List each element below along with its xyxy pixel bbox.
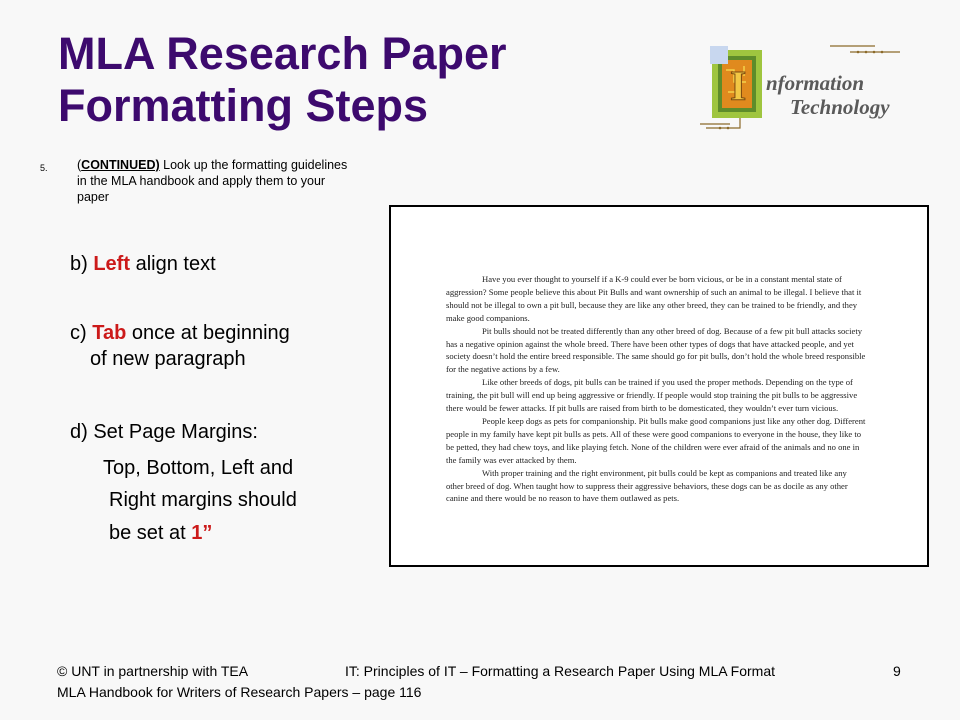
sample-paper-image <box>389 205 929 567</box>
footer-reference: MLA Handbook for Writers of Research Papers – page 116 <box>57 684 422 700</box>
item-b-highlight: Left <box>93 253 131 275</box>
item-b-prefix: b) <box>70 253 94 275</box>
slide-number: 9 <box>893 663 901 679</box>
sample-paragraph: Like other breeds of dogs, pit bulls can be trained if you used the proper methods. Depending on the type of training, the pit bull will end up being aggressive or friendly. If people would stop training the pit bulls to be aggressive there would be fewer attacks. If pit bulls are raised from birth to be domesticated, they wouldn’t ever turn vicious. <box>446 377 858 414</box>
item-c-rest: once at beginning <box>126 322 290 344</box>
logo-text-information: nformation <box>766 71 865 95</box>
item-d-line-4-prefix: be set at <box>109 522 192 544</box>
step-description: Look up the formatting guidelines in the MLA handbook and apply them to your paper <box>77 158 348 204</box>
logo-text-technology: Technology <box>790 95 890 119</box>
item-page-margins <box>70 419 258 445</box>
item-d-line-3: Right margins should <box>109 489 297 511</box>
step-number: 5. <box>40 163 48 173</box>
item-d-line-1: d) Set Page Margins: <box>70 421 258 443</box>
item-b-rest: align text <box>130 253 216 275</box>
item-c-prefix: c) <box>70 322 93 344</box>
footer-course-title: IT: Principles of IT – Formatting a Research Paper Using MLA Format <box>345 663 776 679</box>
step-open-paren: ( <box>77 158 82 172</box>
slide-title-line-1: MLA Research Paper <box>58 28 507 79</box>
slide-title-line-2: Formatting Steps <box>58 80 429 131</box>
sample-paragraph: People keep dogs as pets for companionship. Pit bulls make good companions just like any other dog. Different people in my family have kept pit bulls as pets. All of these were good companions to everyone in the house, they like to be petted, they had chew toys, and like playing fetch. None of the children were ever afraid of the animals and no one in the family was ever attacked by them. <box>446 415 866 465</box>
information-technology-logo <box>700 40 906 132</box>
item-tab-paragraph <box>70 320 290 372</box>
step-instruction <box>40 157 360 205</box>
sample-paragraph: With proper training and the right environment, pit bulls could be kept as companions and treated like any other breed of dog. When taught how to suppress their aggressive behaviors, these dogs can be as docile as any other canine and there would be no reason to have them outlawed as pets. <box>446 467 848 504</box>
item-left-align <box>70 251 216 277</box>
item-c-line-2: of new paragraph <box>90 348 246 370</box>
item-d-line-4 <box>109 520 212 546</box>
item-c-highlight: Tab <box>92 322 127 344</box>
slide-title <box>58 28 507 132</box>
margin-value: 1” <box>191 522 213 544</box>
sample-paper-text <box>446 273 866 505</box>
logo-letter: I <box>730 64 747 110</box>
item-d-line-2: Top, Bottom, Left and <box>103 457 294 479</box>
step-text <box>77 157 360 205</box>
footer-copyright: © UNT in partnership with TEA <box>57 663 249 679</box>
sample-paragraph: Pit bulls should not be treated differently than any other breed of dog. Because of a few pit bull attacks society has a negative opinion against the whole breed. There have been other types of dogs that have attacked people, and yet society doesn’t hold the entire breed responsible. The same should go for pit bulls, don’t hold the whole breed responsible for the negative actions by a few. <box>446 325 866 375</box>
continued-label: CONTINUED) <box>81 158 160 172</box>
sample-paragraph: Have you ever thought to yourself if a K-9 could ever be born vicious, or be in a constant mental state of aggression? Some people believe this about Pit Bulls and want ownership of such an animal to be illegal. I believe that it should not be illegal to own a pit bull, because they are like any other breed, they can be trained to be friendly, and they make good companions. <box>446 274 862 323</box>
